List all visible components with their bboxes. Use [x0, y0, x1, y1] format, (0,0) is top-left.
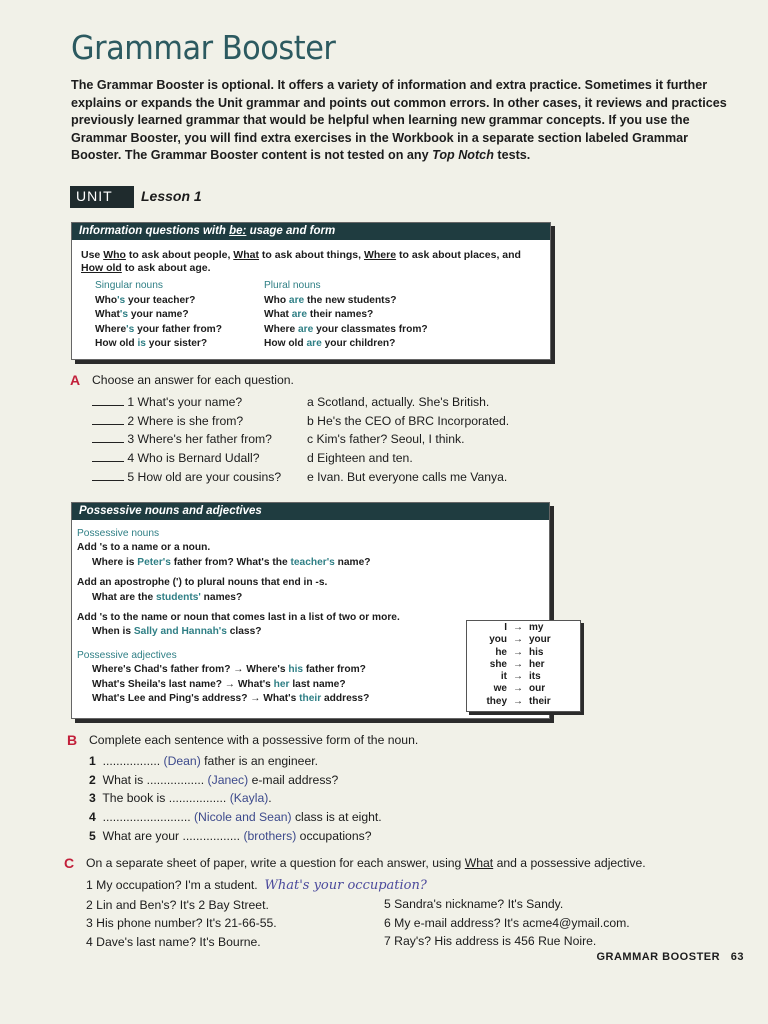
page-number: 63	[730, 951, 744, 963]
completion-item[interactable]: 2 What is ................. (Janec) e-mail address?	[89, 772, 339, 787]
pronoun-row: they → their	[486, 695, 551, 707]
grammar-box-be-title: Information questions with be: usage and form	[72, 223, 550, 240]
page-footer	[596, 951, 744, 963]
unit-label: UNIT	[70, 186, 134, 208]
singular-header: Singular nouns	[95, 280, 163, 291]
singular-row: Where's your father from?	[95, 323, 222, 335]
exercise-a-questions	[92, 393, 281, 487]
pronoun-row: he → his	[495, 646, 544, 658]
rule-3: Add 's to the name or noun that comes last in a list of two or more.	[77, 612, 400, 624]
exercise-a-letter: A	[70, 372, 81, 388]
question-item[interactable]: 1 What's your name?	[92, 393, 281, 412]
intro-italic: Top Notch	[432, 148, 494, 163]
plural-row: How old are your children?	[264, 338, 396, 349]
intro-text: The Grammar Booster is optional. It offers a variety of information and extra practice. Sometimes it further explains or expands the Unit grammar and points out common errors. In other cases, it reviews and practices previously learned grammar that would be helpful when learning new grammar concepts. If you use the Grammar Booster, you will find extra exercises in the Workbook in a separate section labeled Grammar Booster. The Grammar Booster content is not tested on any	[71, 78, 727, 163]
question-item[interactable]: 5 How old are your cousins?	[92, 468, 281, 487]
grammar-box-be	[71, 222, 551, 360]
exercise-c-left-items	[86, 876, 427, 952]
page-title: Grammar Booster	[71, 28, 336, 67]
rule-1-example: Where is Peter's father from? What's the teacher's name?	[92, 556, 371, 568]
question-prompt: 2 Lin and Ben's? It's 2 Bay Street.	[86, 897, 269, 912]
pronoun-row: it → its	[500, 671, 541, 683]
singular-row: What's your name?	[95, 309, 189, 320]
pronoun-row: I → my	[504, 622, 544, 633]
pronoun-table	[466, 620, 581, 712]
question-prompt: 7 Ray's? His address is 456 Rue Noire.	[384, 934, 597, 949]
intro-paragraph	[71, 77, 741, 165]
completion-item[interactable]: 5 What are your ................. (brothers) occupations?	[89, 828, 372, 843]
question-item[interactable]: 2 Where is she from?	[92, 412, 281, 431]
plural-row: What are their names?	[264, 309, 374, 320]
pronoun-row: she → her	[489, 658, 545, 670]
singular-nouns-column	[95, 279, 222, 352]
adjective-example: What's Lee and Ping's address? → What's their address?	[92, 693, 370, 705]
answer-item: a Scotland, actually. She's British.	[307, 395, 490, 409]
singular-row: Who's your teacher?	[95, 294, 196, 306]
question-prompt: 4 Dave's last name? It's Bourne.	[86, 935, 261, 950]
exercise-c-letter: C	[64, 855, 75, 871]
exercise-a-instruction: Choose an answer for each question.	[92, 373, 294, 387]
completion-item[interactable]: 1 ................. (Dean) father is an engineer.	[89, 754, 318, 768]
handwritten-answer: What's your occupation?	[264, 878, 427, 893]
completion-item[interactable]: 4 .......................... (Nicole and Sean) class is at eight.	[89, 810, 382, 825]
exercise-b-items	[89, 752, 382, 846]
exercise-c-instruction: On a separate sheet of paper, write a question for each answer, using What and a possessive adjective.	[86, 856, 646, 870]
grammar-box-possessives-title: Possessive nouns and adjectives	[72, 503, 549, 520]
adjective-example: Where's Chad's father from? → Where's his father from?	[92, 664, 366, 676]
answer-item: c Kim's father? Seoul, I think.	[307, 432, 465, 447]
plural-row: Who are the new students?	[264, 294, 397, 306]
question-item[interactable]: 3 Where's her father from?	[92, 430, 281, 449]
rule-1: Add 's to a name or a noun.	[77, 542, 211, 554]
pronoun-row: we → our	[493, 683, 546, 695]
footer-label: GRAMMAR BOOSTER	[596, 951, 721, 963]
rule-2-example: What are the students' names?	[92, 591, 243, 603]
plural-nouns-column	[264, 279, 428, 352]
plural-row: Where are your classmates from?	[264, 323, 428, 335]
exercise-b-letter: B	[67, 732, 78, 748]
possessive-adjectives-header: Possessive adjectives	[77, 649, 177, 661]
question-prompt: 1 My occupation? I'm a student. What's your occupation?	[86, 878, 427, 893]
lesson-label: Lesson 1	[141, 188, 202, 204]
adjective-example: What's Sheila's last name? → What's her last name?	[92, 678, 346, 690]
answer-item: d Eighteen and ten.	[307, 451, 413, 466]
possessive-nouns-header: Possessive nouns	[77, 528, 160, 539]
pronoun-row: you → your	[489, 634, 551, 646]
singular-row: How old is your sister?	[95, 338, 208, 349]
question-prompt: 5 Sandra's nickname? It's Sandy.	[384, 897, 564, 911]
rule-2: Add an apostrophe (') to plural nouns that end in -s.	[77, 577, 328, 589]
answer-item: b He's the CEO of BRC Incorporated.	[307, 413, 510, 428]
question-prompt: 6 My e-mail address? It's acme4@ymail.com.	[384, 915, 630, 930]
completion-item[interactable]: 3 The book is ................. (Kayla).	[89, 791, 272, 806]
question-item[interactable]: 4 Who is Bernard Udall?	[92, 449, 281, 468]
exercise-b-instruction: Complete each sentence with a possessive form of the noun.	[89, 733, 419, 747]
exercise-a-answers	[307, 393, 509, 487]
question-prompt: 3 His phone number? It's 21-66-55.	[86, 916, 277, 931]
exercise-c-right-items	[384, 895, 630, 951]
grammar-box-be-rule: Use Who to ask about people, What to ask about things, Where to ask about places, and How old to ask about age.	[81, 249, 521, 274]
rule-3-example: When is Sally and Hannah's class?	[92, 626, 262, 638]
plural-header: Plural nouns	[264, 280, 321, 291]
answer-item: e Ivan. But everyone calls me Vanya.	[307, 469, 508, 484]
intro-tail: tests.	[493, 148, 531, 163]
